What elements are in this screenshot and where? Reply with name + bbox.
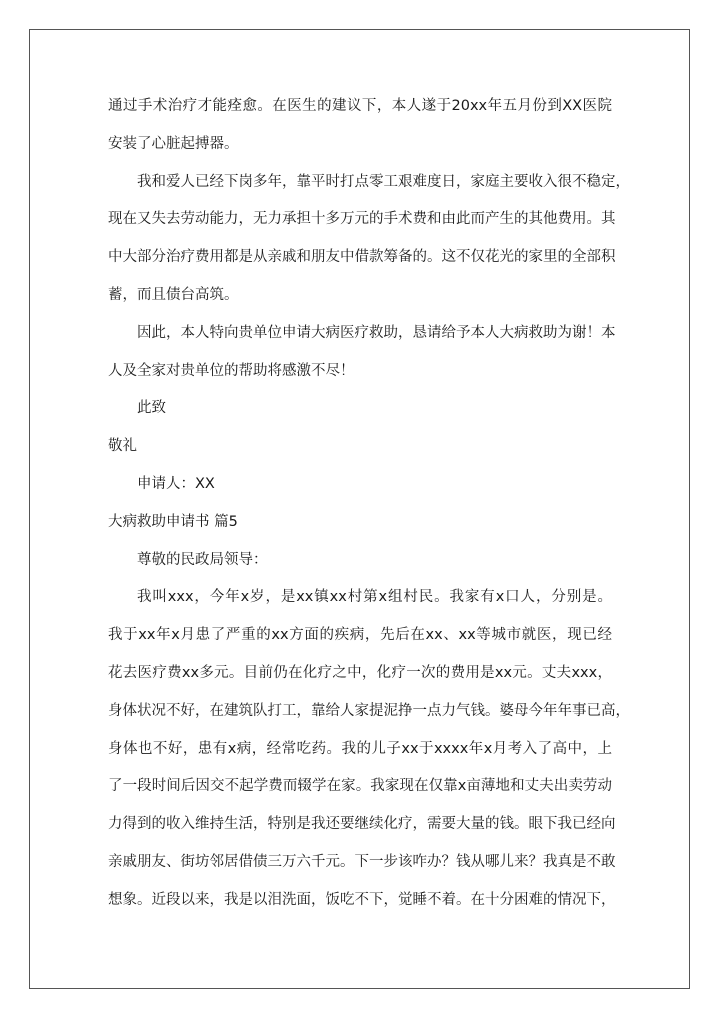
paragraph-line: 通过手术治疗才能痊愈。在医生的建议下，本人遂于20xx年五月份到XX医院	[108, 98, 612, 114]
paragraph-line: 花去医疗费xx多元。目前仍在化疗之中，化疗一次的费用是xx元。丈夫xxx，	[108, 665, 612, 681]
closing-regards: 敬礼	[108, 438, 137, 454]
paragraph-line: 我叫xxx，今年x岁，是xx镇xx村第x组村民。我家有x口人，分别是。	[137, 589, 612, 605]
paragraph-line: 现在又失去劳动能力，无力承担十多万元的手术费和由此而产生的其他费用。其	[108, 211, 616, 227]
paragraph-line: 我和爱人已经下岗多年，靠平时打点零工艰难度日，家庭主要收入很不稳定，	[137, 174, 630, 190]
paragraph-line: 我于xx年x月患了严重的xx方面的疾病，先后在xx、xx等城市就医，现已经	[108, 627, 612, 643]
paragraph-line: 人及全家对贵单位的帮助将感激不尽！	[108, 363, 355, 379]
closing-salutation: 此致	[137, 400, 166, 416]
paragraph-line: 身体状况不好，在建筑队打工，靠给人家提泥挣一点力气钱。婆母今年年事已高，	[108, 703, 630, 719]
paragraph-line: 了一段时间后因交不起学费而辍学在家。我家现在仅靠x亩薄地和丈夫出卖劳动	[108, 778, 612, 794]
paragraph-line: 安装了心脏起搏器。	[108, 136, 239, 152]
paragraph-line: 亲戚朋友、街坊邻居借债三万六千元。下一步该咋办？钱从哪儿来？我真是不敢	[108, 854, 616, 870]
paragraph-line: 想象。近段以来，我是以泪洗面，饭吃不下，觉睡不着。在十分困难的情况下，	[108, 892, 616, 908]
section-heading: 大病救助申请书 篇5	[108, 514, 238, 530]
paragraph-line: 因此，本人特向贵单位申请大病医疗救助，恳请给予本人大病救助为谢！本	[137, 325, 616, 341]
applicant-signature: 申请人：XX	[137, 476, 215, 492]
paragraph-line: 中大部分治疗费用都是从亲戚和朋友中借款筹备的。这不仅花光的家里的全部积	[108, 249, 616, 265]
paragraph-line: 蓄，而且债台高筑。	[108, 287, 239, 303]
letter-greeting: 尊敬的民政局领导：	[137, 552, 268, 568]
paragraph-line: 身体也不好，患有x病，经常吃药。我的儿子xx于xxxx年x月考入了高中，上	[108, 741, 612, 757]
paragraph-line: 力得到的收入维持生活，特别是我还要继续化疗，需要大量的钱。眼下我已经向	[108, 816, 616, 832]
